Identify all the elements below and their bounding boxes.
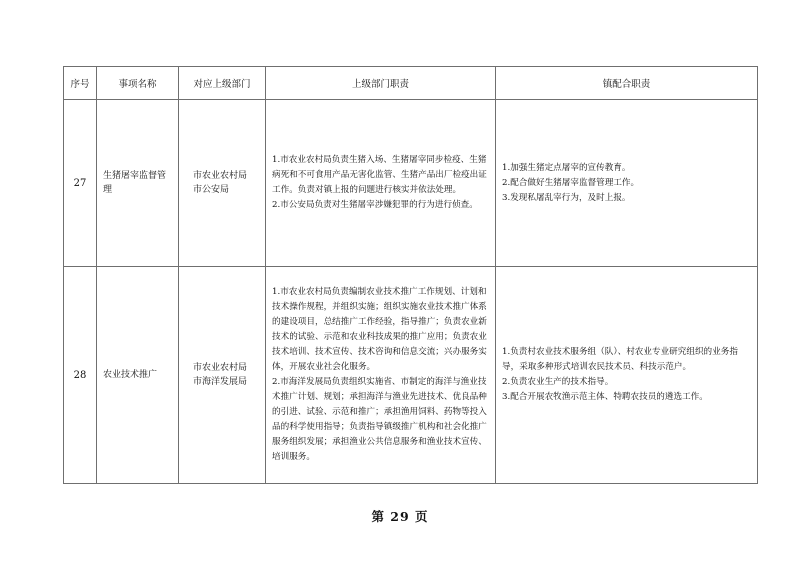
town-duty-item: 1.负责村农业技术服务组（队）、村农业专业研究组织的业务指导，采取多种形式培训农民技术员、科技示范户。 bbox=[502, 347, 738, 372]
row-number: 28 bbox=[64, 267, 97, 484]
header-superior-duties: 上级部门职责 bbox=[266, 67, 496, 100]
header-item-name: 事项名称 bbox=[97, 67, 179, 100]
town-duty-item: 3.配合开展农牧渔示范主体、特聘农技员的遴选工作。 bbox=[502, 392, 708, 402]
town-duties-cell bbox=[496, 267, 758, 484]
item-name: 农业技术推广 bbox=[103, 370, 158, 380]
superior-duty-item: 2.市海洋发展局负责组织实施省、市制定的海洋与渔业技术推广计划、规划；承担海洋与渔业先进技术、优良品种的引进、试验、示范和推广；承担渔用饲料、药物等投入品的科学使用指导；负责指导镇级推广机构和社会化推广服务组织发展；承担渔业公共信息服务和渔业技术宣传、培训服务。 bbox=[272, 377, 487, 462]
superior-dept: 市农业农村局 市公安局 bbox=[193, 171, 248, 195]
town-duty-item: 1.加强生猪定点屠宰的宣传教育。 bbox=[502, 162, 631, 173]
town-duty-item: 3.发现私屠乱宰行为，及时上报。 bbox=[502, 192, 631, 203]
header-num: 序号 bbox=[64, 67, 97, 100]
superior-duty-item: 1.市农业农村局负责编制农业技术推广工作规划、计划和技术操作规程，并组织实施；组织实施农业技术推广体系的建设项目，总结推广工作经验，指导推广；负责农业新技术的试验、示范和农业科技成果的推广应用；负责农业技术培训、技术宣传、技术咨询和信息交流；兴办服务实体，开展农业社会化服务。 bbox=[272, 287, 487, 372]
town-duty-item: 2.负责农业生产的技术指导。 bbox=[502, 377, 614, 387]
superior-dept-cell bbox=[179, 100, 266, 267]
header-town-duties: 镇配合职责 bbox=[496, 67, 758, 100]
superior-duties-cell bbox=[266, 267, 496, 484]
page-number: 第 29 页 bbox=[371, 509, 429, 524]
row-number: 27 bbox=[64, 100, 97, 267]
town-duty-item: 2.配合做好生猪屠宰监督管理工作。 bbox=[502, 177, 640, 188]
superior-dept-cell bbox=[179, 267, 266, 484]
superior-duties-cell bbox=[266, 100, 496, 267]
duty-table bbox=[63, 66, 758, 484]
superior-duty-item: 2.市公安局负责对生猪屠宰涉嫌犯罪的行为进行侦查。 bbox=[272, 200, 478, 210]
town-duties-cell bbox=[496, 100, 758, 267]
superior-dept: 市农业农村局 市海洋发展局 bbox=[193, 363, 248, 387]
table-row bbox=[64, 100, 758, 267]
header-superior-dept: 对应上级部门 bbox=[179, 67, 266, 100]
header-row bbox=[64, 67, 758, 100]
item-name-cell bbox=[97, 100, 179, 267]
item-name-cell bbox=[97, 267, 179, 484]
superior-duty-item: 1.市农业农村局负责生猪入场、生猪屠宰同步检疫、生猪病死和不可食用产品无害化监管、生猪产品出厂检疫出证工作。负责对镇上报的问题进行核实并依法处理。 bbox=[272, 155, 487, 195]
table-row bbox=[64, 267, 758, 484]
item-name: 生猪屠宰监督管理 bbox=[103, 171, 167, 195]
